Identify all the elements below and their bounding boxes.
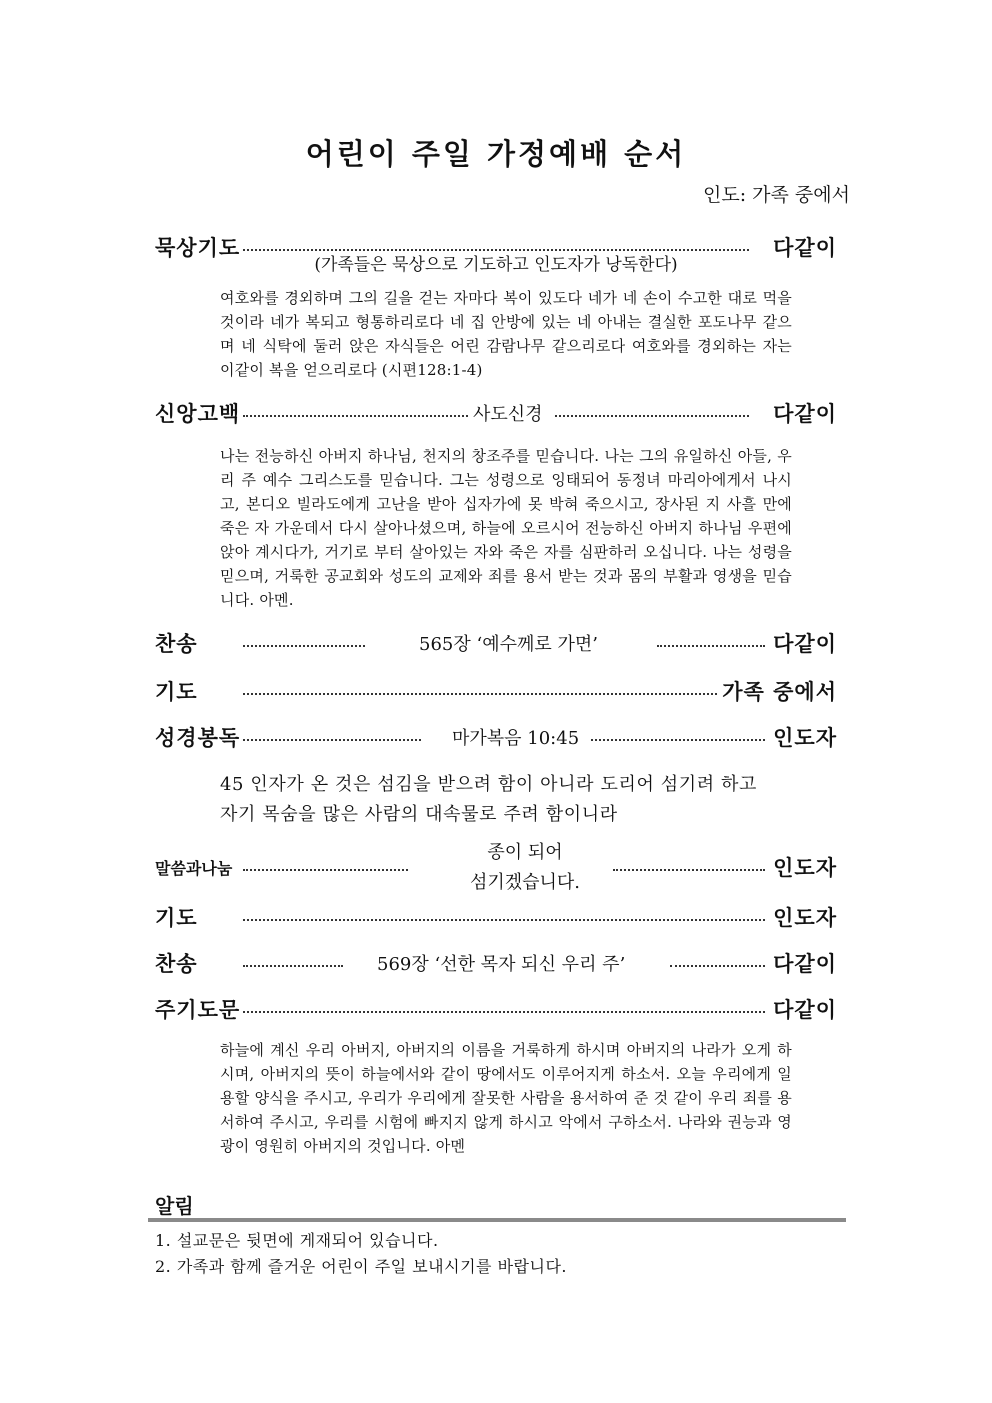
item-participant: 인도자 [773,906,837,930]
dotted-leader [657,645,765,647]
item-participant: 다같이 [773,998,837,1022]
item-participant: 인도자 [773,726,837,750]
order-item-creed [155,398,837,430]
scripture-reference: 마가복음 10:45 [452,728,580,749]
leader-note: 인도: 가족 중에서 [703,184,850,206]
sermon-title-line: 섬기겠습니다. [469,872,581,893]
order-item-prayer [155,902,837,934]
dotted-leader [243,645,365,647]
dotted-leader [555,415,749,417]
item-participant: 다같이 [773,632,837,656]
dotted-leader [591,739,765,741]
verse-line: 자기 목숨을 많은 사람의 대속물로 주려 함이니라 [220,804,618,825]
order-item-hymn [155,628,837,660]
item-participant: 인도자 [773,856,837,880]
item-participant: 가족 중에서 [722,680,837,704]
item-participant: 다같이 [773,402,837,426]
item-label: 묵상기도 [155,236,241,260]
meditation-note: (가족들은 묵상으로 기도하고 인도자가 낭독한다) [314,255,678,275]
creed-text: 나는 전능하신 아버지 하나님, 천지의 창조주를 믿습니다. 나는 그의 유일하신 아들, 우리 주 예수 그리스도를 믿습니다. 그는 성령으로 잉태되어 동정녀 마리아에게서 나시고, 본디오 빌라도에게 고난을 받아 십자가에 못 박혀 죽으시고, 장사된 지 사흘 만에 죽은 자 가운데서 다시 살아나셨으며, 하늘에 오르시어 전능하신 아버지 하나님 우편에 앉아 계시다가, 거기로 부터 살아있는 자와 죽은 자를 심판하러 오십니다. 나는 성령을 믿으며, 거룩한 공교회와 성도의 교제와 죄를 용서 받는 것과 몸의 부활과 영생을 믿습니다. 아멘. [220,447,792,609]
lords-prayer-text: 하늘에 계신 우리 아버지, 아버지의 이름을 거룩하게 하시며 아버지의 나라가 오게 하시며, 아버지의 뜻이 하늘에서와 같이 땅에서도 이루어지게 하소서. 오늘 우리에게 일용할 양식을 주시고, 우리가 우리에게 잘못한 사람을 용서하여 준 것 같이 우리 죄를 용서하여 주시고, 우리를 시험에 빠지지 않게 하시고 악에서 구하소서. 나라와 권능과 영광이 영원히 아버지의 것입니다. 아멘 [220,1041,792,1155]
sermon-title-line: 종이 되어 [487,842,563,863]
dotted-leader [670,965,765,967]
creed-title: 사도신경 [473,404,543,425]
notice-heading: 알림 [155,1194,194,1218]
item-participant: 다같이 [773,952,837,976]
dotted-leader [243,919,765,921]
order-item-sermon [155,842,837,893]
order-item-hymn [155,948,837,980]
item-participant: 다같이 [773,236,837,260]
dotted-leader [243,693,717,695]
order-item-lords-prayer [155,994,837,1026]
verse-line: 45 인자가 온 것은 섬김을 받으려 함이 아니라 도리어 섬기려 하고 [220,774,758,795]
item-label: 말씀과나눔 [155,859,233,878]
meditation-text: 여호와를 경외하며 그의 길을 걷는 자마다 복이 있도다 네가 네 손이 수고한 대로 먹을 것이라 네가 복되고 형통하리로다 네 집 안방에 있는 네 아내는 결실한 포도나무 같으며 네 식탁에 둘러 앉은 자식들은 어린 감람나무 같으리로다 여호와를 경외하는 자는 이같이 복을 얻으리로다 (시편128:1-4) [220,289,792,379]
order-item-prayer [155,676,837,708]
item-label: 성경봉독 [155,726,241,750]
notice-item: 2. 가족과 함께 즐거운 어린이 주일 보내시기를 바랍니다. [155,1257,567,1276]
order-item-reading [155,722,837,754]
page-title: 어린이 주일 가정예배 순서 [305,137,687,171]
dotted-leader [243,739,421,741]
item-label: 주기도문 [155,998,241,1022]
hymn-title: 569장 ‘선한 목자 되신 우리 주’ [377,954,626,975]
hymn-title: 565장 ‘예수께로 가면’ [419,634,598,655]
item-label: 찬송 [155,632,198,656]
notice-divider [148,1218,846,1222]
item-label: 찬송 [155,952,198,976]
scripture-verse [220,770,800,830]
dotted-leader [243,1011,765,1013]
item-label: 기도 [155,680,198,704]
item-label: 기도 [155,906,198,930]
item-label: 신앙고백 [155,402,241,426]
dotted-leader [243,869,408,871]
sermon-title [440,838,610,898]
notice-item: 1. 설교문은 뒷면에 게재되어 있습니다. [155,1231,439,1250]
dotted-leader [613,869,765,871]
dotted-leader [243,415,468,417]
dotted-leader [243,965,343,967]
